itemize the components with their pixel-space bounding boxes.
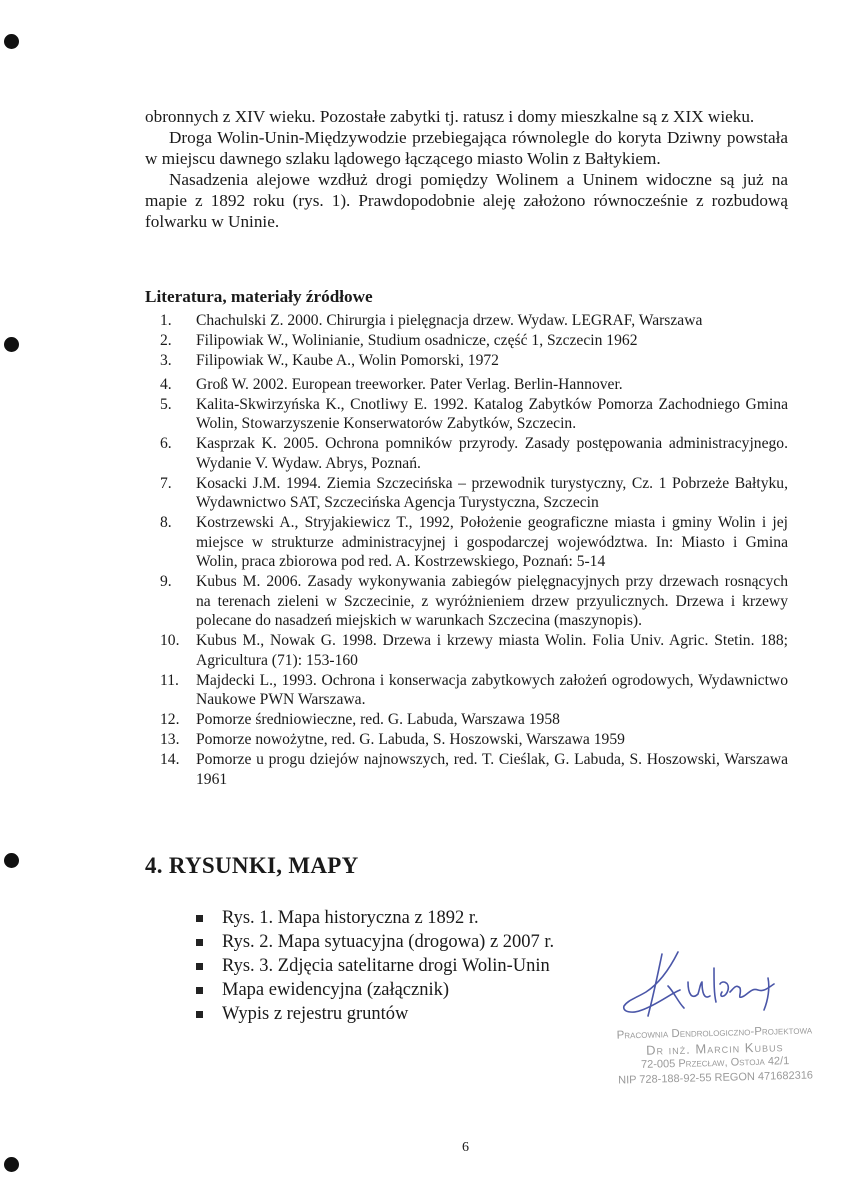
literature-item: 13. Pomorze nowożytne, red. G. Labuda, S. Hoszowski, Warszawa 1959 [160,731,625,748]
literature-item: 8. Kostrzewski A., Stryjakiewicz T., 1992, Położenie geograficzne miasta i gminy Wolin i jej miejsce w strukturze administracyjnej i gospodarczej województwa. In: Miasto i Gmina Wolin, praca zbiorowa pod red. A. Kostrzewskiego, Poznań: 5-14 [160,514,788,570]
literature-item: 1. Chachulski Z. 2000. Chirurgia i pielęgnacja drzew. Wydaw. LEGRAF, Warszawa [160,312,703,329]
literature-list [0,311,788,790]
literature-item: 10. Kubus M., Nowak G. 1998. Drzewa i krzewy miasta Wolin. Folia Univ. Agric. Stetin. 188; Agricultura (71): 153-160 [160,632,788,669]
stamp-line-3: 72-005 Przecław, Ostoja 42/1 [640,1055,790,1071]
literature-item: 2. Filipowiak W., Wolinianie, Studium osadnicze, część 1, Szczecin 1962 [160,332,638,349]
punch-hole-3 [4,853,19,868]
literature-item: 4. Groß W. 2002. European treeworker. Pater Verlag. Berlin-Hannover. [160,375,623,393]
punch-hole-1 [4,34,19,49]
stamp-line-2: Dr inż. Marcin Kubus [645,1039,784,1058]
handwritten-signature [618,948,798,1023]
square-bullet-icon [196,987,203,994]
literature-item: 5. Kalita-Skwirzyńska K., Cnotliwy E. 1992. Katalog Zabytków Pomorza Zachodniego Gmina Wolin, Stowarzyszenie Konserwatorów Zabytków, Szczecin. [160,395,788,432]
literature-item: 9. Kubus M. 2006. Zasady wykonywania zabiegów pielęgnacyjnych przy drzewach rosnących na terenach zieleni w Szczecinie, z wyróżnieniem drzew przyulicznych. Drzewa i krzewy polecane do nasadzeń miejskich w warunkach Szczecina (maszynopis). [160,573,788,629]
paragraph-3: Nasadzenia alejowe wzdłuż drogi pomiędzy Wolinem a Uninem widoczne są już na mapie z 1892 roku (rys. 1). Prawdopodobnie aleję założono równocześnie z rozbudową folwarku w Uninie. [145,170,788,231]
punch-hole-4 [4,1157,19,1172]
company-stamp [611,1023,819,1088]
literature-heading: Literatura, materiały źródłowe [145,287,373,306]
square-bullet-icon [196,939,203,946]
square-bullet-icon [196,915,203,922]
intro-text [145,106,788,232]
square-bullet-icon [196,1011,203,1018]
drawings-list [196,906,554,1026]
paragraph-1: obronnych z XIV wieku. Pozostałe zabytki tj. ratusz i domy mieszkalne są z XIX wieku. [145,107,755,126]
literature-item: 12. Pomorze średniowieczne, red. G. Labuda, Warszawa 1958 [160,711,560,728]
paragraph-2: Droga Wolin-Unin-Międzywodzie przebiegająca równolegle do koryta Dziwny powstała w miejscu dawnego szlaku lądowego łączącego miasto Wolin z Bałtykiem. [145,128,788,168]
literature-item: 3. Filipowiak W., Kaube A., Wolin Pomorski, 1972 [160,352,499,369]
drawing-item: Rys. 2. Mapa sytuacyjna (drogowa) z 2007 r. [196,930,554,954]
literature-item: 11. Majdecki L., 1993. Ochrona i konserwacja zabytkowych założeń ogrodowych, Wydawnictwo Naukowe PWN Warszawa. [160,671,788,708]
stamp-line-1: Pracownia Dendrologiczno-Projektowa [616,1024,813,1042]
drawing-item: Mapa ewidencyjna (załącznik) [196,978,554,1002]
stamp-line-4: NIP 728-188-92-55 REGON 471682316 [618,1069,814,1087]
page-number: 6 [462,1140,469,1155]
literature-item: 14. Pomorze u progu dziejów najnowszych, red. T. Cieślak, G. Labuda, S. Hoszowski, Warszawa 1961 [160,751,788,788]
square-bullet-icon [196,963,203,970]
drawing-item: Rys. 1. Mapa historyczna z 1892 r. [196,906,554,930]
literature-item: 7. Kosacki J.M. 1994. Ziemia Szczecińska – przewodnik turystyczny, Cz. 1 Pobrzeże Bałtyku, Wydawnictwo SAT, Szczecińska Agencja Turystyczna, Szczecin [160,474,788,511]
drawing-item: Rys. 3. Zdjęcia satelitarne drogi Wolin-Unin [196,954,554,978]
literature-item: 6. Kasprzak K. 2005. Ochrona pomników przyrody. Zasady postępowania administracyjnego. Wydanie V. Wydaw. Abrys, Poznań. [160,435,788,472]
drawing-item: Wypis z rejestru gruntów [196,1002,554,1026]
section-heading: 4. RYSUNKI, MAPY [145,853,359,878]
